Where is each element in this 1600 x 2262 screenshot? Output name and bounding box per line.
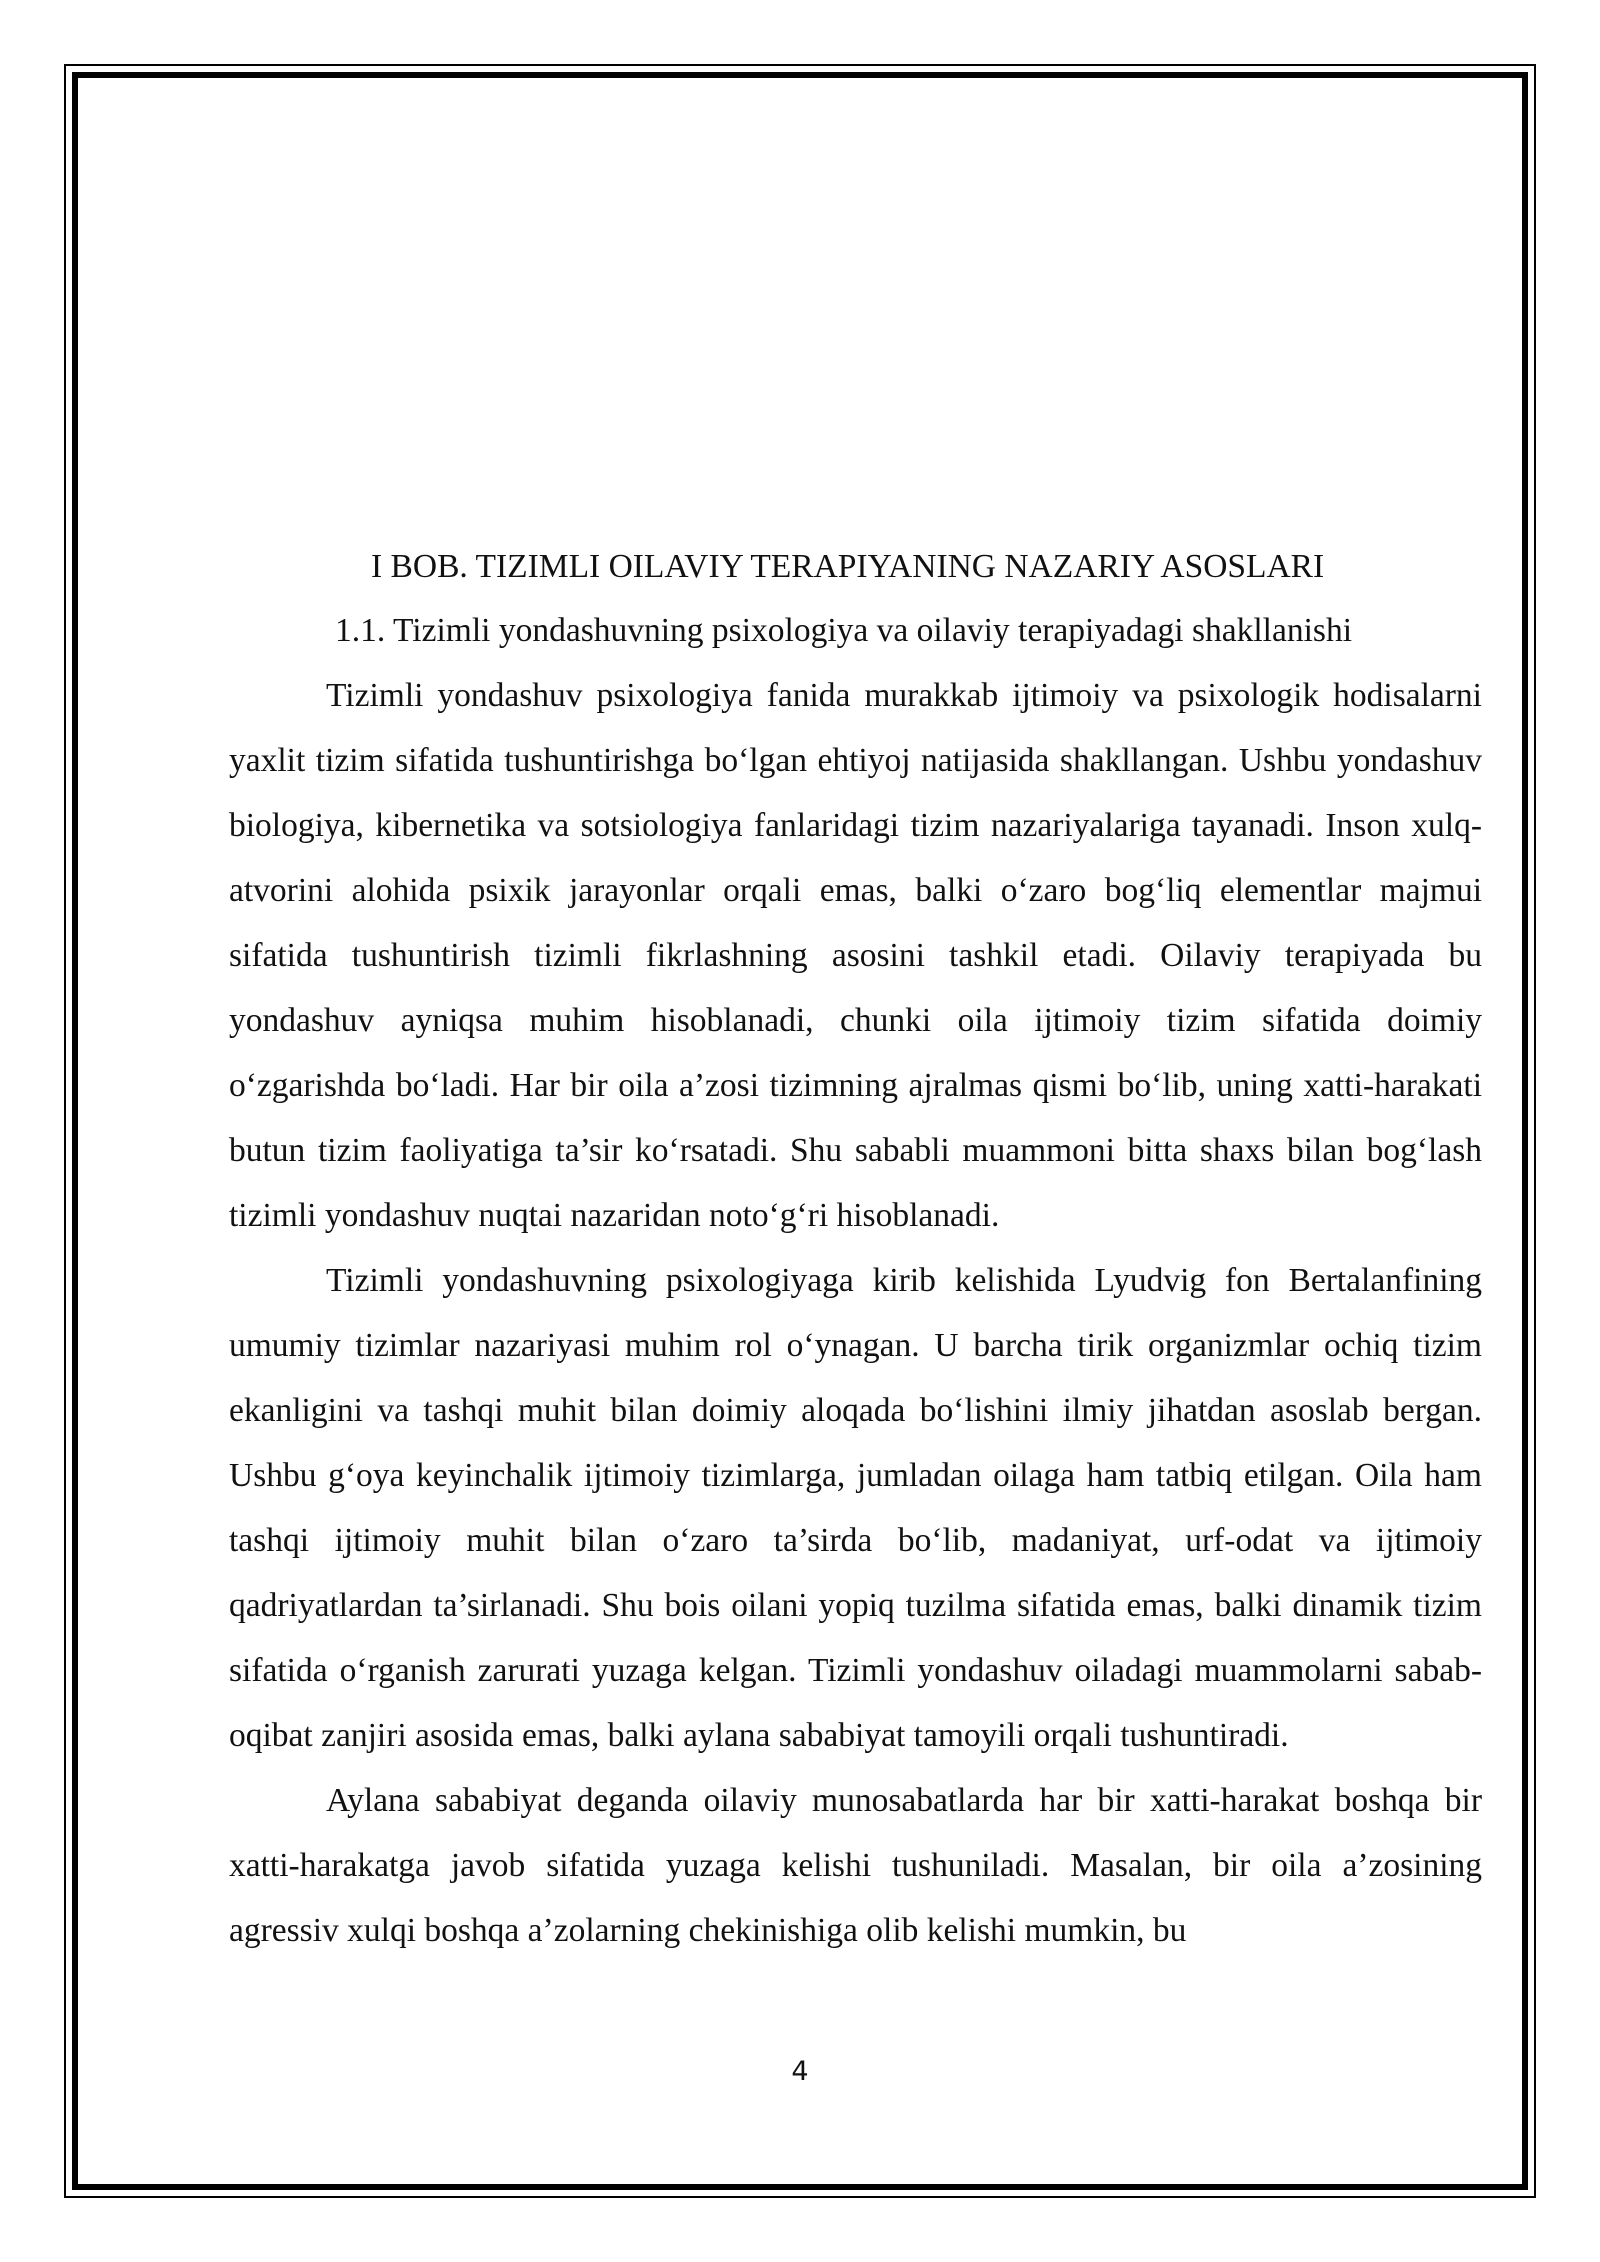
section-title: 1.1. Tizimli yondashuvning psixologiya va oilaviy terapiyadagi shakllanishi [335,612,1353,649]
paragraph-3: Aylana sababiyat deganda oilaviy munosabatlarda har bir xatti-harakat boshqa bir xatti-harakatga javob sifatida yuzaga kelishi tushuniladi. Masalan, bir oila a’zosining agressiv xulqi boshqa a’zolarning chekinishiga olib kelishi mumkin, bu [229,1782,1482,1949]
paragraph-2: Tizimli yondashuvning psixologiyaga kirib kelishida Lyudvig fon Bertalanfining umumiy tizimlar nazariyasi muhim rol o‘ynagan. U barcha tirik organizmlar ochiq tizim ekanligini va tashqi muhit bilan doimiy aloqada bo‘lishini ilmiy jihatdan asoslab bergan. Ushbu g‘oya keyinchalik ijtimoiy tizimlarga, jumladan oilaga ham tatbiq etilgan. Oila ham tashqi ijtimoiy muhit bilan o‘zaro ta’sirda bo‘lib, madaniyat, urf-odat va ijtimoiy qadriyatlardan ta’sirlanadi. Shu bois oilani yopiq tuzilma sifatida emas, balki dinamik tizim sifatida o‘rganish zarurati yuzaga kelgan. Tizimli yondashuv oiladagi muammolarni sabab-oqibat zanjiri asosida emas, balki aylana sababiyat tamoyili orqali tushuntiradi. [229,1262,1482,1754]
page-number: 4 [791,2056,809,2087]
chapter-title: I BOB. TIZIMLI OILAVIY TERAPIYANING NAZARIY ASOSLARI [371,548,1325,585]
paragraph-1: Tizimli yondashuv psixologiya fanida murakkab ijtimoiy va psixologik hodisalarni yaxlit tizim sifatida tushuntirishga bo‘lgan ehtiyoj natijasida shakllangan. Ushbu yondashuv biologiya, kibernetika va sotsiologiya fanlaridagi tizim nazariyalariga tayanadi. Inson xulq-atvorini alohida psixik jarayonlar orqali emas, balki o‘zaro bog‘liq elementlar majmui sifatida tushuntirish tizimli fikrlashning asosini tashkil etadi. Oilaviy terapiyada bu yondashuv ayniqsa muhim hisoblanadi, chunki oila ijtimoiy tizim sifatida doimiy o‘zgarishda bo‘ladi. Har bir oila a’zosi tizimning ajralmas qismi bo‘lib, uning xatti-harakati butun tizim faoliyatiga ta’sir ko‘rsatadi. Shu sababli muammoni bitta shaxs bilan bog‘lash tizimli yondashuv nuqtai nazaridan noto‘g‘ri hisoblanadi. [229,677,1482,1234]
document-body [229,535,1482,1963]
